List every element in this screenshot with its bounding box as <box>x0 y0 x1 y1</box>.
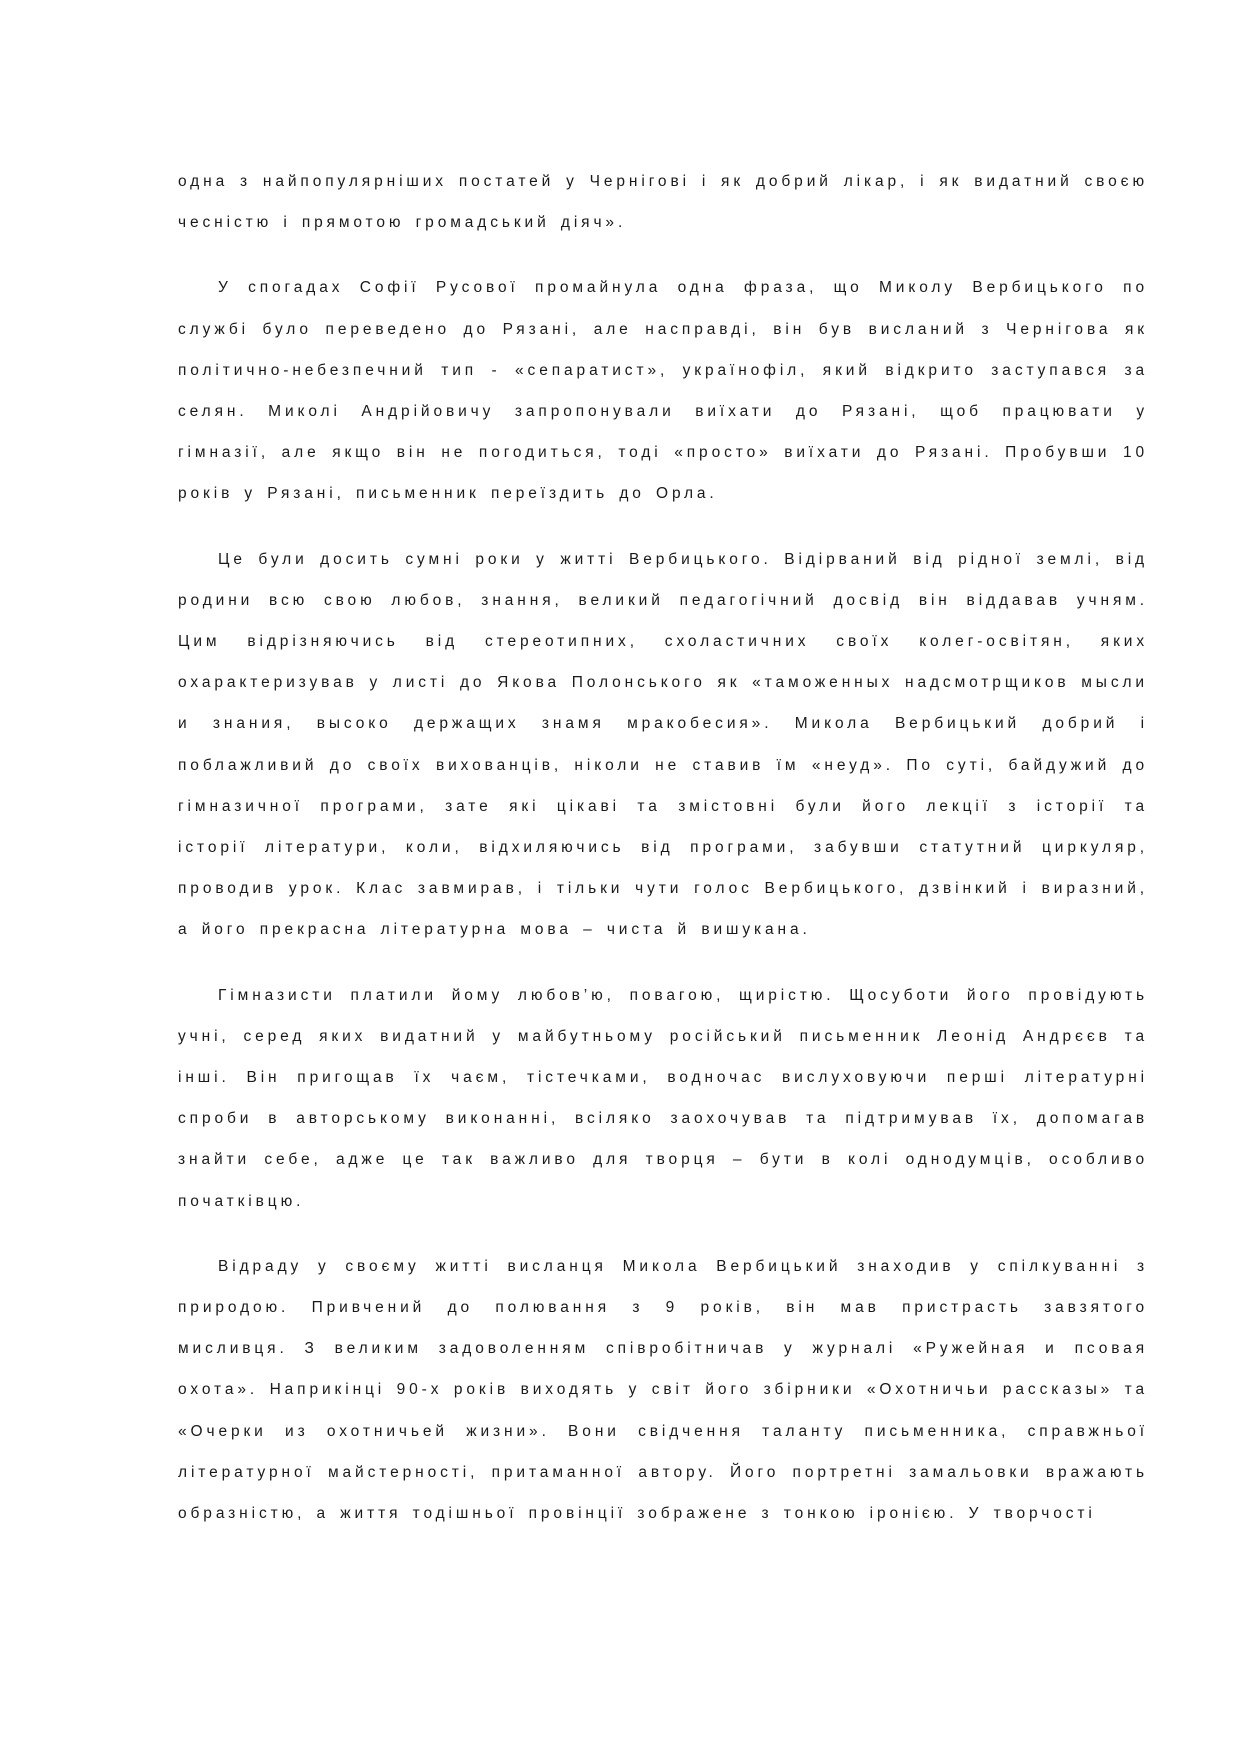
paragraph-1: одна з найпопулярніших постатей у Чернігові і як добрий лікар, і як видатний своєю чесністю і прямотою громадський діяч». <box>178 173 1148 232</box>
document-body <box>178 161 1148 1534</box>
paragraph-5: Відраду у своєму житті висланця Микола Вербицький знаходив у спілкуванні з природою. Привчений до полювання з 9 років, він мав пристрасть завзятого мисливця. З великим задоволенням співробітничав у журналі «Ружейная и псовая охота». Наприкінці 90-х років виходять у світ його збірники «Охотничьи рассказы» та «Очерки из охотничьей жизни». Вони свідчення таланту письменника, справжньої літературної майстерності, притаманної автору. Його портретні замальовки вражають образністю, а життя тодішньої провінції зображене з тонкою іронією. У творчості <box>178 1257 1148 1523</box>
paragraph-2: У спогадах Софії Русової промайнула одна фраза, що Миколу Вербицького по службі було переведено до Рязані, але насправді, він був висланий з Чернігова як політично-небезпечний тип - «сепаратист», українофіл, який відкрито заступався за селян. Миколі Андрійовичу запропонували виїхати до Рязані, щоб працювати у гімназії, але якщо він не погодиться, тоді «просто» виїхати до Рязані. Пробувши 10 років у Рязані, письменник переїздить до Орла. <box>178 279 1148 503</box>
paragraph-4: Гімназисти платили йому любов’ю, повагою, щирістю. Щосуботи його провідують учні, серед яких видатний у майбутньому російський письменник Леонід Андрєєв та інші. Він пригощав їх чаєм, тістечками, водночас вислуховуючи перші літературні спроби в авторському виконанні, всіляко заохочував та підтримував їх, допомагав знайти себе, адже це так важливо для творця – бути в колі однодумців, особливо початківцю. <box>178 986 1148 1210</box>
paragraph-3: Це були досить сумні роки у житті Вербицького. Відірваний від рідної землі, від родини всю свою любов, знання, великий педагогічний досвід він віддавав учням. Цим відрізняючись від стереотипних, схоластичних своїх колег-освітян, яких охарактеризував у листі до Якова Полонського як «таможенных надсмотрщиков мысли и знания, высоко держащих знамя мракобесия». Микола Вербицький добрий і поблажливий до своїх вихованців, ніколи не ставив їм «неуд». По суті, байдужий до гімназичної програми, зате які цікаві та змістовні були його лекції з історії та історії літератури, коли, відхиляючись від програми, забувши статутний циркуляр, проводив урок. Клас завмирав, і тільки чути голос Вербицького, дзвінкий і виразний, а його прекрасна літературна мова – чиста й вишукана. <box>178 550 1148 939</box>
